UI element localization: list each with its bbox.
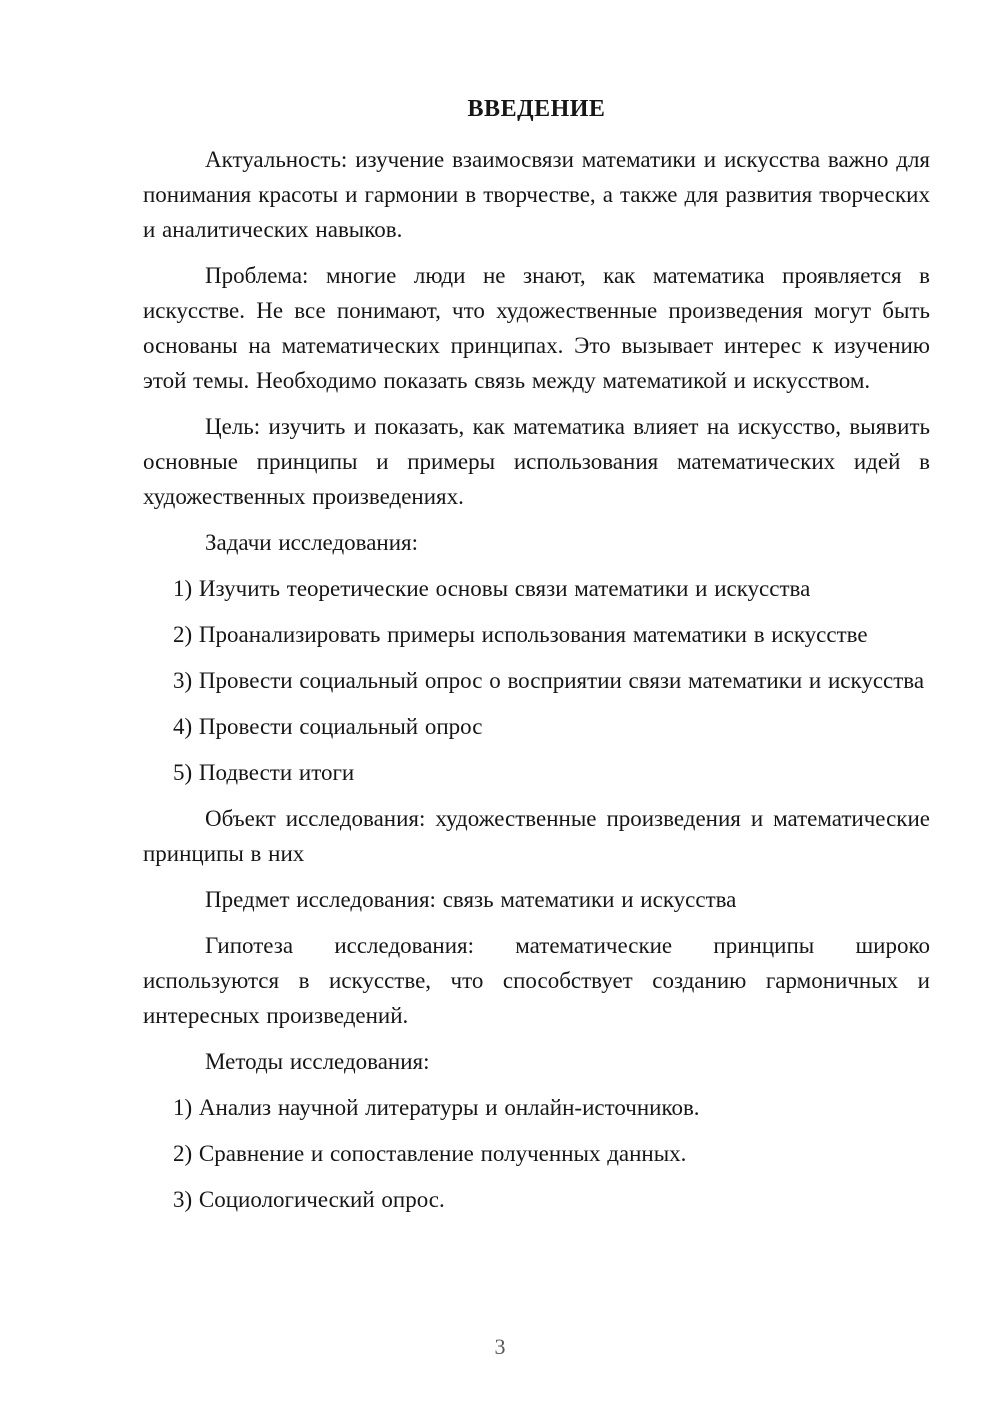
paragraph-methods-heading: Методы исследования: bbox=[205, 1049, 430, 1074]
paragraph-object: Объект исследования: художественные произведения и математические принципы в них bbox=[143, 806, 930, 866]
paragraph-goal: Цель: изучить и показать, как математика влияет на искусство, выявить основные принципы и примеры использования математических идей в художественных произведениях. bbox=[143, 414, 930, 509]
method-list-item-1: 1) Анализ научной литературы и онлайн-источников. bbox=[173, 1095, 700, 1120]
task-list-item-1: 1) Изучить теоретические основы связи математики и искусства bbox=[173, 576, 811, 601]
page-content bbox=[143, 92, 930, 1228]
paragraph-problem: Проблема: многие люди не знают, как математика проявляется в искусстве. Не все понимают, что художественные произведения могут быть основаны на математических принципах. Это вызывает интерес к изучению этой темы. Необходимо показать связь между математикой и искусством. bbox=[143, 263, 930, 393]
method-list-item-2: 2) Сравнение и сопоставление полученных данных. bbox=[173, 1141, 687, 1166]
paragraph-hypothesis: Гипотеза исследования: математические принципы широко используются в искусстве, что способствует созданию гармоничных и интересных произведений. bbox=[143, 933, 930, 1028]
task-list-item-4: 4) Провести социальный опрос bbox=[173, 714, 483, 739]
task-list-item-3: 3) Провести социальный опрос о восприятии связи математики и искусства bbox=[173, 668, 925, 693]
task-list-item-5: 5) Подвести итоги bbox=[173, 760, 355, 785]
paragraph-subject: Предмет исследования: связь математики и искусства bbox=[205, 887, 737, 912]
paragraph-relevance: Актуальность: изучение взаимосвязи математики и искусства важно для понимания красоты и гармонии в творчестве, а также для развития творческих и аналитических навыков. bbox=[143, 147, 930, 242]
task-list-item-2: 2) Проанализировать примеры использования математики в искусстве bbox=[173, 622, 868, 647]
paragraph-tasks-heading: Задачи исследования: bbox=[205, 530, 419, 555]
section-title: ВВЕДЕНИЕ bbox=[467, 96, 606, 122]
page-number: 3 bbox=[494, 1334, 506, 1359]
method-list-item-3: 3) Социологический опрос. bbox=[173, 1187, 445, 1212]
